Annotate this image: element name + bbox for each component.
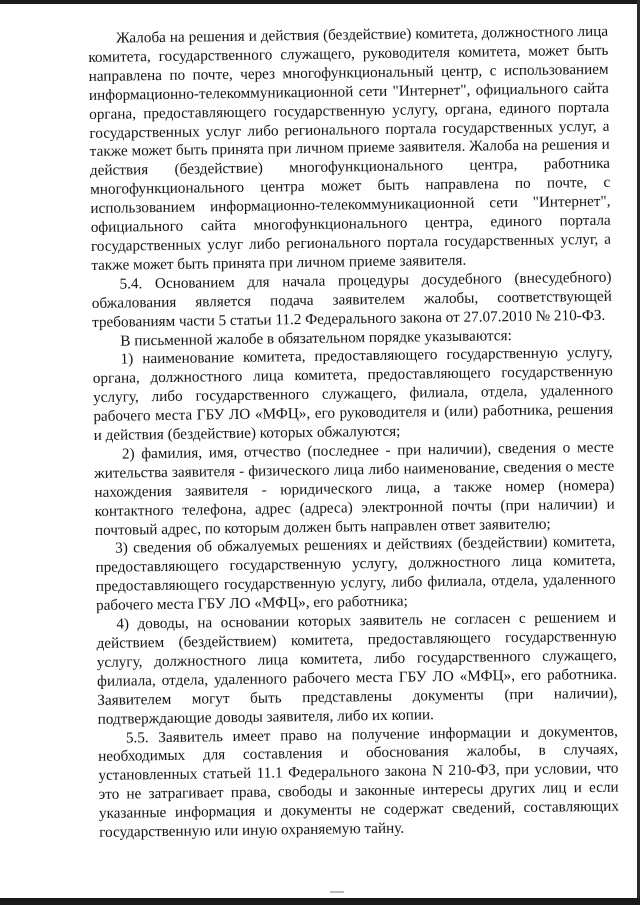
list-item-3: 3) сведения об обжалуемых решениях и действиях (бездействии) комитета, предоставляющего государственную услугу, должностного лица комитета, предоставляющего государственную услугу, либо филиала, отдела, удаленного рабочего места ГБУ ЛО «МФЦ», его работника; <box>95 533 616 615</box>
scan-top-edge <box>0 0 640 4</box>
paragraph-written-complaint-intro: В письменной жалобе в обязательном порядке указываются: <box>120 326 512 350</box>
paragraph-5-4: 5.4. Основанием для начала процедуры досудебного (внесудебного) обжалования является подача заявителем жалобы, соответствующей требованиям части 5 статьи 11.2 Федерального закона от 27.07.2010 № 210-ФЗ. <box>91 268 612 331</box>
list-item-1: 1) наименование комитета, предоставляющего государственную услугу, органа, должностного лица комитета, предоставляющего государственную услугу, либо государственного служащего, филиала, отдела, удаленного рабочего места ГБУ ЛО «МФЦ», его руководителя и (или) работника, решения и действия (бездействие) которых обжалуются; <box>92 344 614 444</box>
list-item-2: 2) фамилия, имя, отчество (последнее - при наличии), сведения о месте жительства заявителя - физического лица либо наименование, сведения о месте нахождения заявителя - юридического лица, а также номер (номера) контактного телефона, адрес (адреса) электронной почты (при наличии) и почтовый адрес, по которым должен быть направлен ответ заявителю; <box>94 438 615 539</box>
document-page <box>88 23 619 843</box>
scan-bottom-edge <box>0 898 640 905</box>
paragraph-complaint-channels: Жалоба на решения и действия (бездействие) комитета, должностного лица комитета, государственного служащего, руководителя комитета, может быть направлена по почте, через многофункциональный центр, с использованием информационно-телекоммуникационной сети "Интернет", официального сайта органа, предоставляющего государственную услугу, органа, единого портала государственных услуг либо регионального портала государственных услуг, а также может быть принята при личном приеме заявителя. Жалоба на решения и действия (бездействие) многофункционального центра, работника многофункционального центра может быть направлена по почте, с использованием информационно-телекоммуникационной сети "Интернет", официального сайта многофункционального центра, единого портала государственных услуг либо регионального портала государственных услуг, а также может быть принята при личном приеме заявителя. <box>88 22 612 274</box>
paragraph-5-5: 5.5. Заявитель имеет право на получение информации и документов, необходимых для составления и обоснования жалобы, в случаях, установленных статьей 11.1 Федерального закона N 210-ФЗ, при условии, что это не затрагивает права, свободы и законные интересы других лиц и если указанные информация и документы не содержат сведений, составляющих государственную или иную охраняемую тайну. <box>98 722 620 841</box>
list-item-4: 4) доводы, на основании которых заявитель не согласен с решением и действием (бездействием) комитета, предоставляющего государственную услугу, должностного лица комитета, либо государственного служащего, филиала, отдела, удаленного рабочего места ГБУ ЛО «МФЦ», его работника. Заявителем могут быть представлены документы (при наличии), подтверждающие доводы заявителя, либо их копии. <box>96 608 618 728</box>
page-footer-mark <box>330 891 344 893</box>
